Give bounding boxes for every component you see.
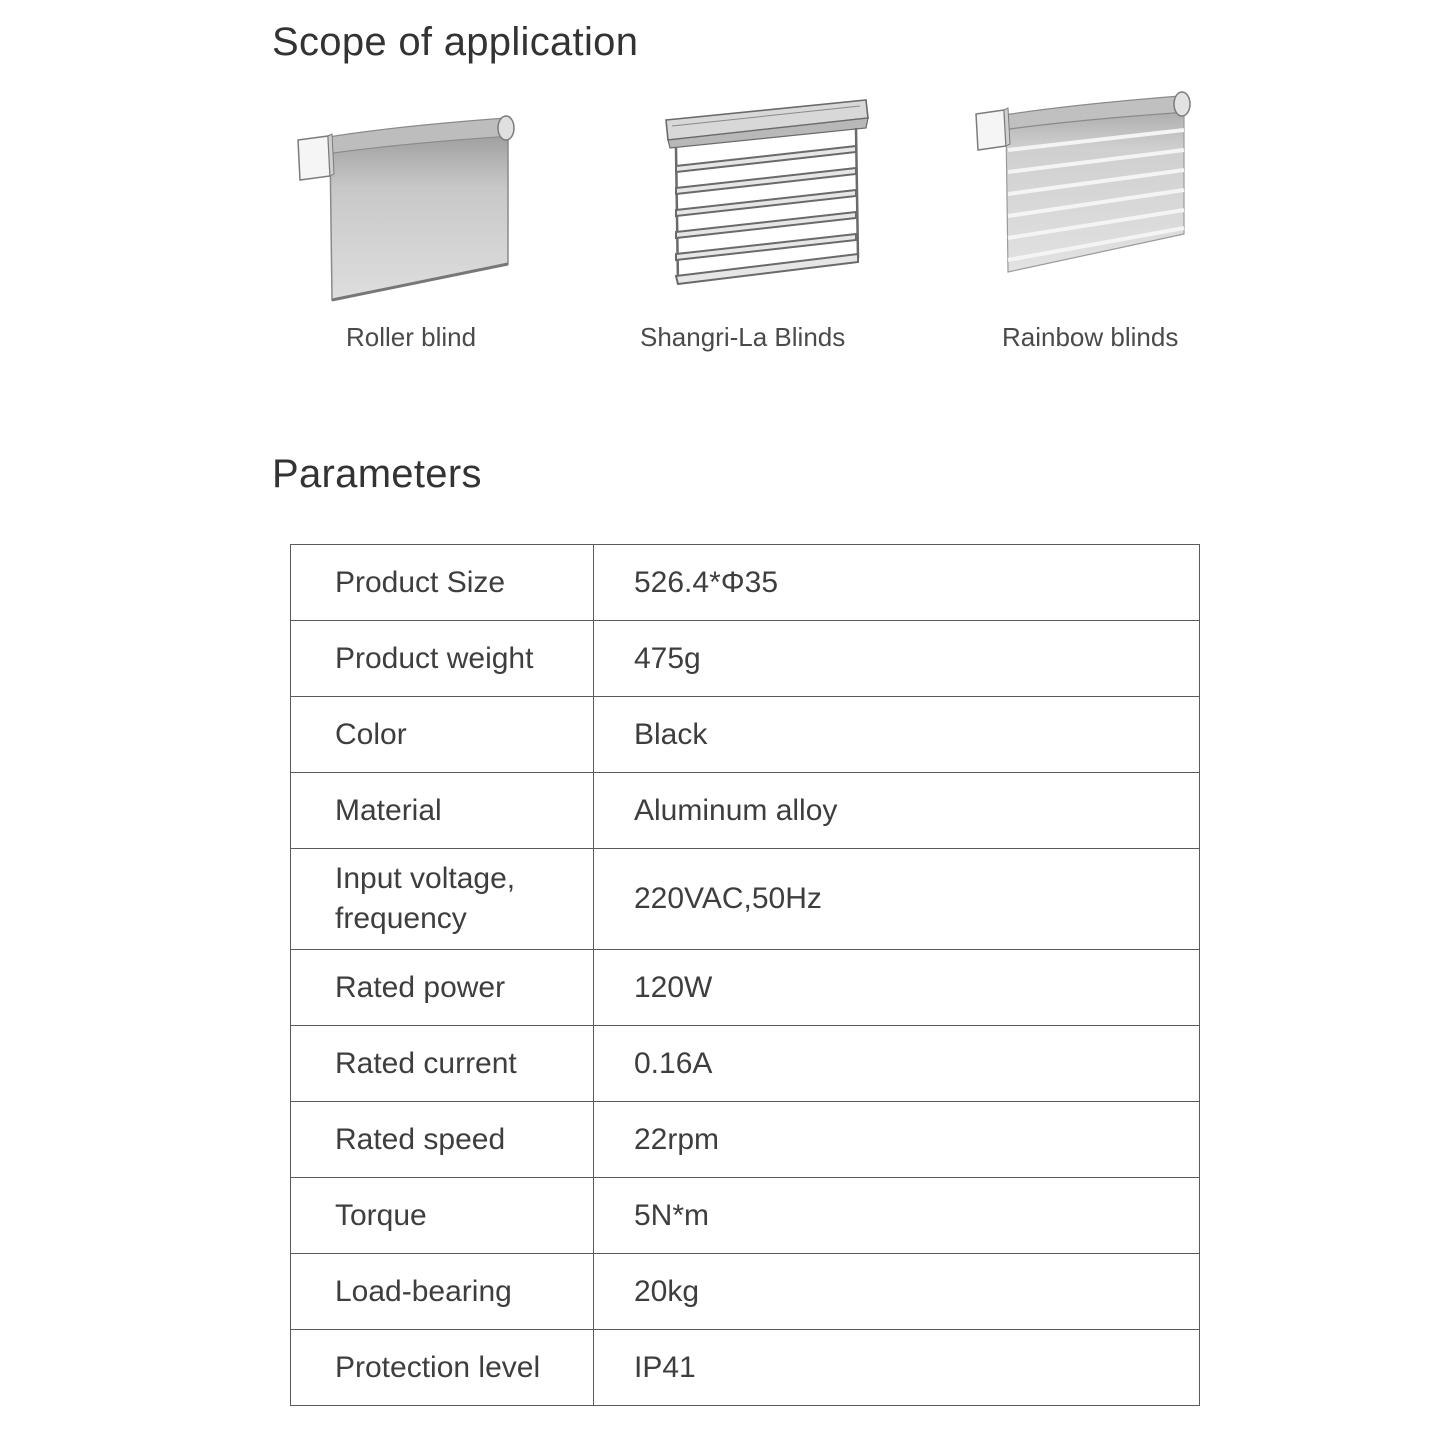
- table-row: [291, 950, 1200, 1026]
- param-key: Material: [291, 773, 594, 849]
- roller-blind-icon: [292, 88, 532, 308]
- roller-blind-label: Roller blind: [346, 322, 477, 352]
- table-row: [291, 773, 1200, 849]
- table-row: [291, 621, 1200, 697]
- param-value: 220VAC,50Hz: [594, 849, 1200, 950]
- table-row: [291, 697, 1200, 773]
- shangri-la-blind-icon: [660, 88, 900, 308]
- table-row: [291, 849, 1200, 950]
- param-value: Aluminum alloy: [594, 773, 1200, 849]
- param-key: Load-bearing: [291, 1254, 594, 1330]
- param-key: Torque: [291, 1178, 594, 1254]
- table-row: [291, 1254, 1200, 1330]
- param-value: 22rpm: [594, 1102, 1200, 1178]
- table-row: [291, 1330, 1200, 1406]
- param-key: Color: [291, 697, 594, 773]
- param-value: 20kg: [594, 1254, 1200, 1330]
- table-row: [291, 1026, 1200, 1102]
- param-key: Rated power: [291, 950, 594, 1026]
- parameters-table: [290, 544, 1200, 1406]
- param-value: 120W: [594, 950, 1200, 1026]
- param-value: 526.4*Φ35: [594, 545, 1200, 621]
- param-value: 5N*m: [594, 1178, 1200, 1254]
- shangri-la-blind-label: Shangri-La Blinds: [640, 322, 846, 352]
- param-value: IP41: [594, 1330, 1200, 1406]
- table-row: [291, 1102, 1200, 1178]
- param-key: Protection level: [291, 1330, 594, 1406]
- table-row: [291, 1178, 1200, 1254]
- param-value: 475g: [594, 621, 1200, 697]
- param-key: Product Size: [291, 545, 594, 621]
- param-value: 0.16A: [594, 1026, 1200, 1102]
- param-key: Rated current: [291, 1026, 594, 1102]
- parameters-title: Parameters: [272, 452, 482, 496]
- param-key: Input voltage, frequency: [291, 849, 594, 950]
- table-row: [291, 545, 1200, 621]
- rainbow-blind-label: Rainbow blinds: [1002, 322, 1179, 352]
- rainbow-blind-icon: [970, 88, 1210, 308]
- param-key: Product weight: [291, 621, 594, 697]
- scope-title: Scope of application: [272, 20, 639, 64]
- param-value: Black: [594, 697, 1200, 773]
- param-key: Rated speed: [291, 1102, 594, 1178]
